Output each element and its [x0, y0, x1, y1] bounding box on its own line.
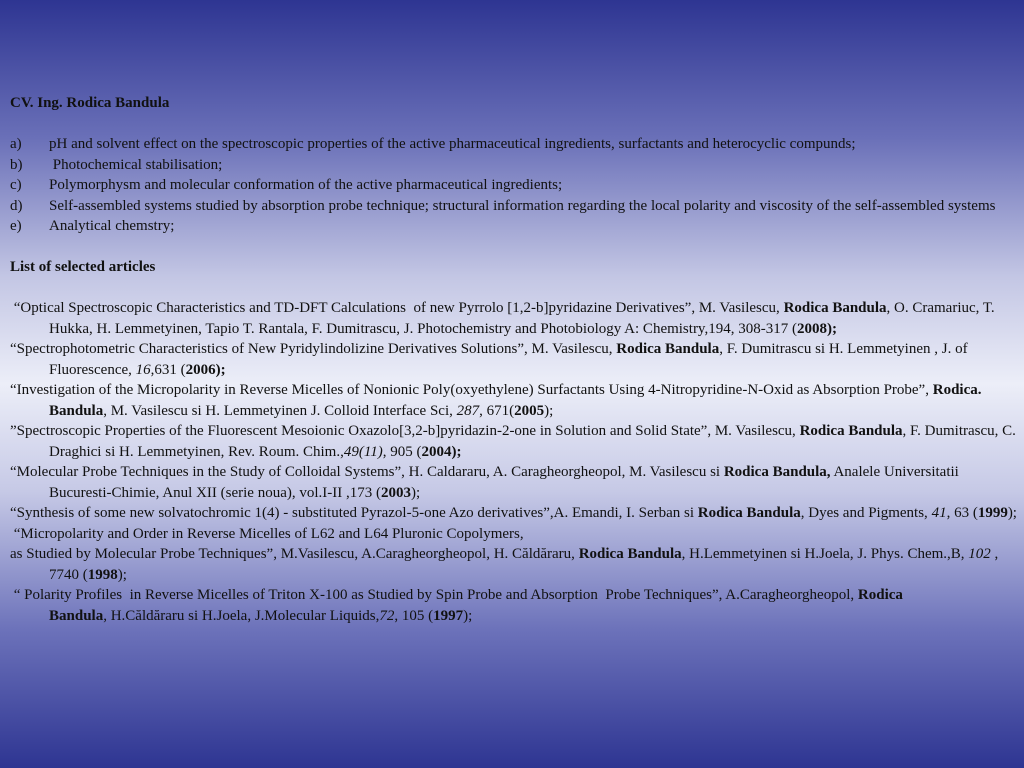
- article-item: “Micropolarity and Order in Reverse Micelles of L62 and L64 Pluronic Copolymers, as Studied by Molecular Probe Techniques”, M.Vasilescu, A.Caragheorgheopol, H. Căldăraru, Rodica Bandula, H.Lemmetyinen si H.Joela, J. Phys. Chem.,B, 102 , 7740 (1998);: [10, 524, 1020, 586]
- articles-list: [10, 298, 1020, 626]
- topic-item: [10, 155, 1020, 176]
- author-name: Rodica: [857, 587, 903, 603]
- article-item: ”Spectroscopic Properties of the Fluorescent Mesoionic Oxazolo[3,2-b]pyridazin-2-one in Solution and Solid State”, M. Vasilescu, Rodica Bandula, F. Dumitrascu, C. Draghici si H. Lemmetyinen, Rev. Roum. Chim.,49(11), 905 (2004);: [10, 423, 1016, 460]
- author-name: Rodica Bandula,: [723, 464, 831, 480]
- topic-item: [10, 216, 1020, 237]
- topic-letter: e): [10, 218, 22, 234]
- articles-heading: List of selected articles: [10, 259, 156, 275]
- cv-title: CV. Ing. Rodica Bandula: [10, 95, 170, 111]
- topic-item: [10, 175, 1020, 196]
- author-name: Rodica Bandula: [697, 505, 801, 521]
- topic-letter: a): [10, 136, 22, 152]
- article-item: “Molecular Probe Techniques in the Study of Colloidal Systems”, H. Caldararu, A. Caragheorgheopol, M. Vasilescu si Rodica Bandula, Analele Universitatii Bucuresti-Chimie, Anul XII (serie noua), vol.I-II ,173 (2003);: [10, 464, 959, 501]
- article-item: “Synthesis of some new solvatochromic 1(4) - substituted Pyrazol-5-one Azo derivatives”,A. Emandi, I. Serban si Rodica Bandula, Dyes and Pigments, 41, 63 (1999);: [10, 505, 1017, 521]
- topic-letter: b): [10, 156, 23, 173]
- topic-text: pH and solvent effect on the spectroscopic properties of the active pharmaceutical ingredients, surfactants and heterocyclic compunds;: [49, 136, 856, 152]
- article-year: 2006);: [185, 361, 226, 378]
- article-year: 1999: [977, 505, 1008, 521]
- article-item: “ Polarity Profiles in Reverse Micelles of Triton X-100 as Studied by Spin Probe and Absorption Probe Techniques”, A.Caragheorgheopol, Rodica Bandula, H.Căldăraru si H.Joela, J.Molecular Liquids,72, 105 (1997);: [10, 587, 903, 624]
- author-name: Rodica Bandula: [616, 341, 720, 357]
- author-name: Rodica. Bandula: [49, 382, 982, 419]
- topic-text: Self-assembled systems studied by absorption probe technique; structural information regarding the local polarity and viscosity of the self-assembled systems: [49, 197, 996, 214]
- author-name: Bandula: [49, 607, 104, 624]
- article-year: 1998: [87, 566, 118, 583]
- author-name: Rodica Bandula: [799, 423, 903, 439]
- cv-content: [10, 93, 1020, 626]
- topic-text: Analytical chemstry;: [49, 218, 175, 234]
- topic-text: Photochemical stabilisation;: [49, 156, 223, 173]
- article-item: “Optical Spectroscopic Characteristics and TD-DFT Calculations of new Pyrrolo [1,2-b]pyridazine Derivatives”, M. Vasilescu, Rodica Bandula, O. Cramariuc, T. Hukka, H. Lemmetyinen, Tapio T. Rantala, F. Dumitrascu, J. Photochemistry and Photobiology A: Chemistry,194, 308-317 (2008);: [10, 300, 995, 337]
- topic-letter: c): [10, 177, 22, 193]
- research-topics-list: [10, 134, 1020, 237]
- article-year: 1997: [433, 607, 464, 624]
- topic-item: [10, 134, 1020, 155]
- article-item: “Spectrophotometric Characteristics of New Pyridylindolizine Derivatives Solutions”, M. Vasilescu, Rodica Bandula, F. Dumitrascu si H. Lemmetyinen , J. of Fluorescence, 16,631 (2006);: [10, 341, 968, 378]
- topic-letter: d): [10, 197, 23, 214]
- article-year: 2003: [381, 484, 411, 501]
- article-first-line: “Micropolarity and Order in Reverse Micelles of L62 and L64 Pluronic Copolymers,: [10, 525, 524, 542]
- author-name: Rodica Bandula: [783, 300, 887, 316]
- topic-text: Polymorphysm and molecular conformation of the active pharmaceutical ingredients;: [49, 177, 563, 193]
- article-item: “Investigation of the Micropolarity in Reverse Micelles of Nonionic Poly(oxyethylene) Surfactants Using 4-Nitropyridine-N-Oxid as Absorption Probe”, Rodica. Bandula, M. Vasilescu si H. Lemmetyinen J. Colloid Interface Sci, 287, 671(2005);: [10, 382, 982, 419]
- author-name: Rodica Bandula: [578, 546, 682, 562]
- topic-item: [10, 196, 1020, 217]
- article-year: 2004);: [421, 443, 462, 460]
- article-year: 2005: [514, 402, 545, 419]
- article-year: 2008);: [796, 320, 837, 337]
